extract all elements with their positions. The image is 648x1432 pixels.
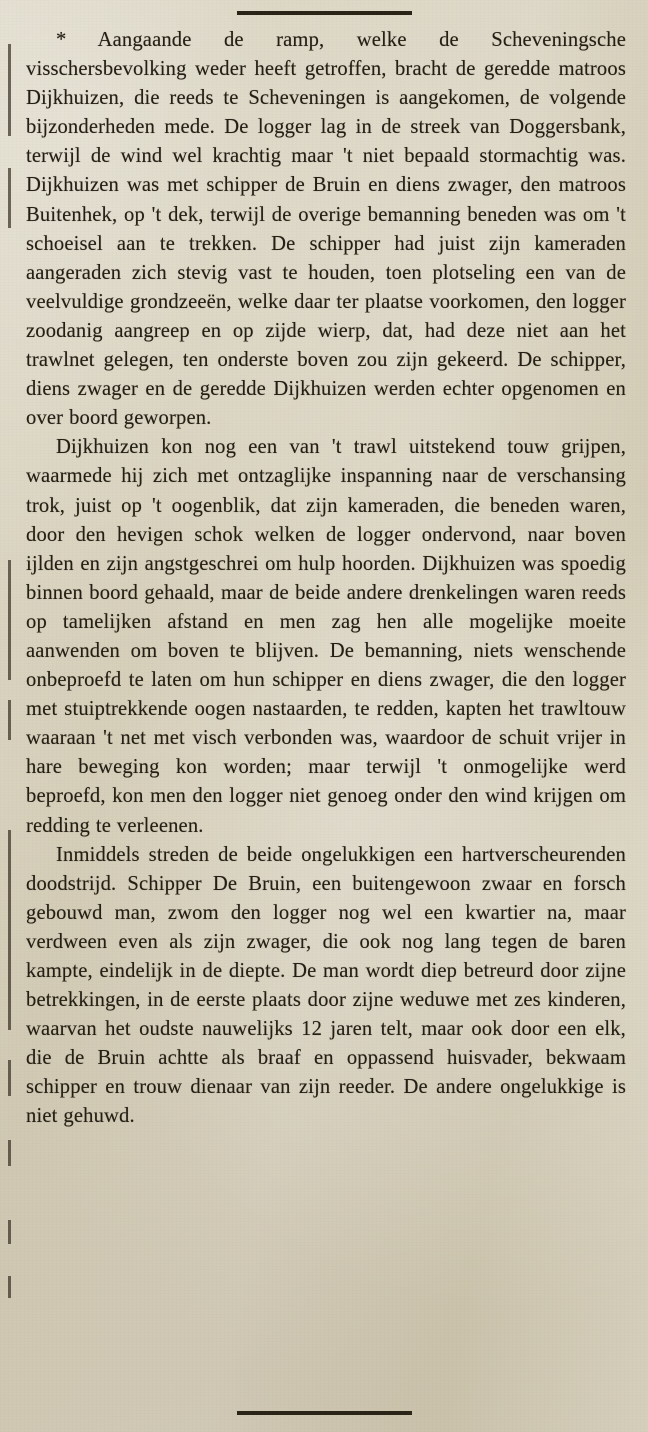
paragraph-body: Aangaande de ramp, welke de Scheveningsche visschersbevolking weder heeft getroffen, bracht de geredde matroos Dijkhuizen, die reeds te Scheveningen is aangekomen, de volgende bijzonderheden mede. De logger lag in de streek van Doggersbank, terwijl de wind wel krachtig maar 't niet bepaald stormachtig was. Dijkhuizen was met schipper de Bruin en diens zwager, den matroos Buitenhek, op 't dek, terwijl de overige bemanning beneden was om 't schoeisel aan te trekken. De schipper had juist zijn kameraden aangeraden zich stevig vast te houden, toen plotseling een van de veelvuldige grondzeeën, welke daar ter plaatse voorkomen, den logger zoodanig aangreep en op zijde wierp, dat, had deze niet aan het trawlnet gelegen, ten onderste boven zou zijn gekeerd. De schipper, diens zwager en de geredde Dijkhuizen werden echter opgenomen en over boord geworpen. <box>26 29 626 430</box>
column-edge-mark <box>8 1220 11 1244</box>
column-edge-mark <box>8 1060 11 1096</box>
top-divider-rule <box>237 11 412 15</box>
column-edge-mark <box>8 830 11 1030</box>
column-edge-mark <box>8 168 11 228</box>
bottom-divider-rule <box>237 1411 412 1415</box>
column-edge-mark <box>8 1276 11 1298</box>
paragraph-body: Inmiddels streden de beide ongelukkigen een hartverscheurenden doodstrijd. Schipper De Bruin, een buitengewoon zwaar en forsch gebouwd man, zwom den logger nog wel een kwartier na, maar verdween even als zijn zwager, die ook nog lang tegen de baren kampte, eindelijk in de diepte. De man wordt diep betreurd door zijne betrekkingen, in de eerste plaats door zijne weduwe met zes kinderen, waarvan het oudste nauwelijks 12 jaren telt, maar ook door een elk, die de Bruin achtte als braaf en oppassend huisvader, bekwaam schipper en trouw dienaar van zijn reeder. De andere ongelukkige is niet gehuwd. <box>26 843 626 1128</box>
article-text-column <box>26 26 626 1132</box>
column-edge-mark <box>8 560 11 680</box>
paragraph-body: Dijkhuizen kon nog een van 't trawl uitstekend touw grijpen, waarmede hij zich met ontzaglijke inspanning naar de verschansing trok, juist op 't oogenblik, dat zijn kameraden, die beneden waren, door den hevigen schok welken de logger ondervond, naar boven ijlden en zijn angstgeschrei om hulp hoorden. Dijkhuizen was spoedig binnen boord gehaald, maar de beide andere drenkelingen waren reeds op tamelijken afstand en men zag hen alle mogelijke moeite aanwenden om boven te blijven. De bemanning, niets wenschende onbeproefd te laten om hun schipper en diens zwager, die den logger met stuiptrekkende oogen nastaarden, te redden, kapten het trawltouw waaraan 't net met visch verbonden was, waardoor de schuit vrijer in hare beweging kon worden; maar terwijl 't onmogelijke werd beproefd, kon men den logger niet genoeg onder den wind krijgen om redding te verleenen. <box>26 436 626 837</box>
column-edge-mark <box>8 1140 11 1166</box>
article-paragraph-2 <box>26 433 626 840</box>
column-edge-mark <box>8 44 11 136</box>
asterisk-marker: * <box>56 29 67 51</box>
article-paragraph-1 <box>26 26 626 433</box>
column-edge-mark <box>8 700 11 740</box>
article-paragraph-3 <box>26 841 626 1132</box>
